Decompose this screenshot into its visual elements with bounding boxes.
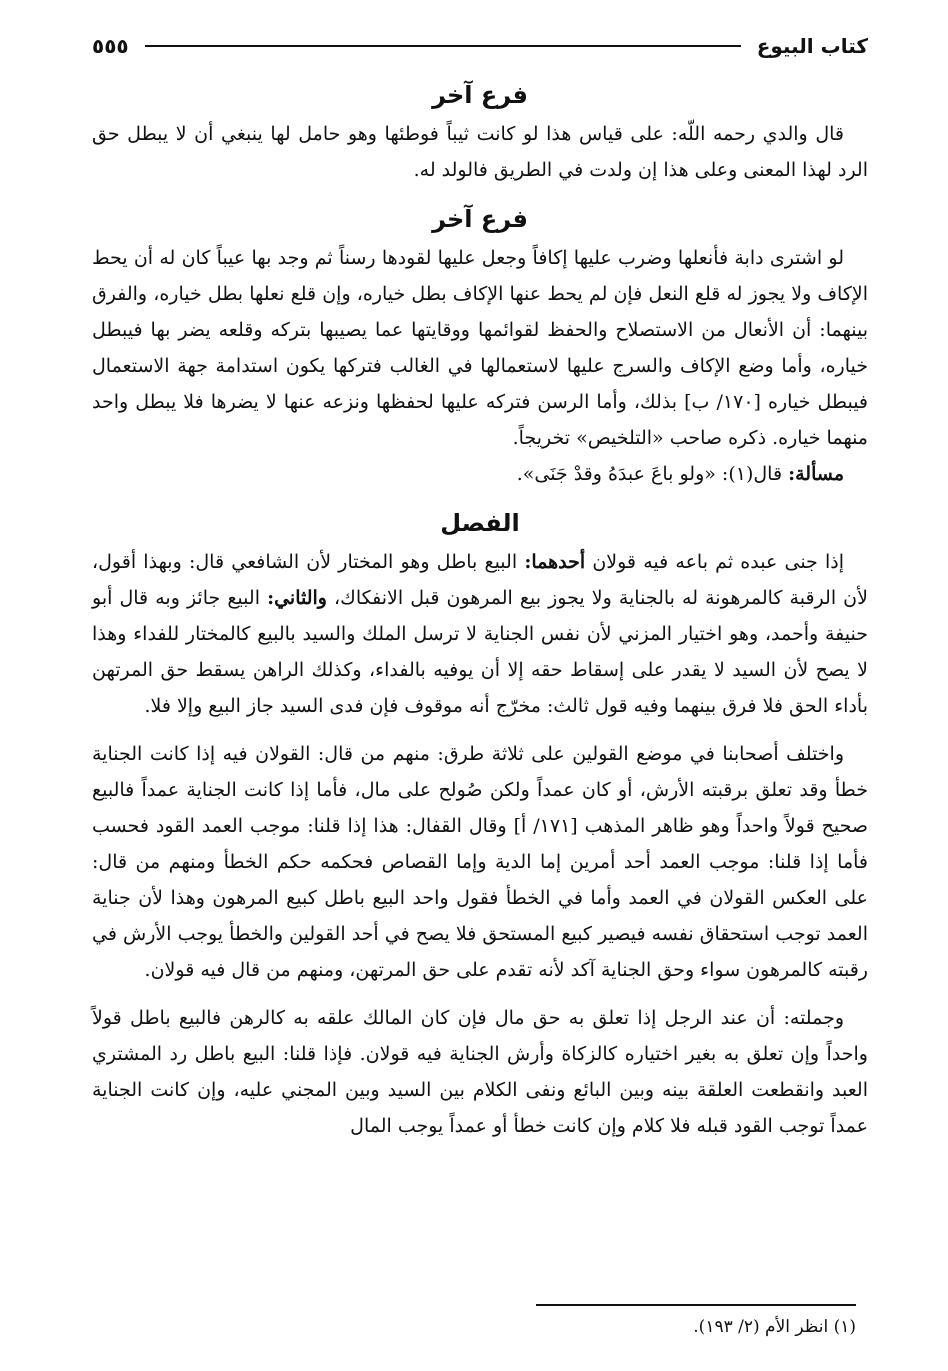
page-number: ٥٥٥ bbox=[92, 34, 129, 58]
footnote: (١) انظر الأم (٢/ ١٩٣). bbox=[693, 1317, 856, 1337]
second-opinion-label: والثاني: bbox=[267, 587, 327, 609]
paragraph-3-part-a: إذا جنى عبده ثم باعه فيه قولان bbox=[592, 551, 845, 573]
masala-text: قال(١): «ولو باعَ عبدَهُ وقدْ جَنَى». bbox=[516, 463, 783, 485]
header-divider bbox=[145, 45, 741, 47]
page-header bbox=[92, 28, 868, 64]
paragraph-3 bbox=[92, 544, 868, 724]
paragraph-1: قال والدي رحمه اللّه: على قياس هذا لو كانت ثيباً فوطئها وهو حامل لها ينبغي أن لا يبطل حق الرد لهذا المعنى وعلى هذا إن ولدت في الطريق فالولد له. bbox=[92, 123, 868, 181]
document-page bbox=[92, 28, 868, 1144]
footnote-divider bbox=[536, 1304, 856, 1306]
paragraph-gap bbox=[92, 988, 868, 1000]
paragraph-4: واختلف أصحابنا في موضع القولين على ثلاثة طرق: منهم من قال: القولان فيه إذا كانت الجناية خطأ وقد تعلق برقبته الأرش، أو كان عمداً ولكن صُولح على مال، فأما إذا كانت الجناية عمداً فالبيع صحيح قولاً واحداً وهو ظاهر المذهب [١٧١/ أ] وقال القفال: هذا إذا قلنا: موجب العمد القود فحسب فأما إذا قلنا: موجب العمد أحد أمرين إما الدية وإما القصاص فحكمه حكم الخطأ ومنهم من قال: على العكس القولان في العمد وأما في الخطأ فقول واحد البيع باطل كبيع المرهون وهذا لأن جناية العمد توجب استحقاق نفسه فيصير كبيع المستحق فلا يصح في أحد القولين والخطأ يوجب الأرش في رقبته كالمرهون سواء وحق الجناية آكد لأنه تقدم على حق المرتهن، ومنهم من قال فيه قولان. bbox=[92, 743, 868, 981]
first-opinion-label: أحدهما: bbox=[524, 551, 586, 573]
book-title: كتاب البيوع bbox=[756, 34, 868, 58]
paragraph-3-part-c: البيع باطل وهو المختار لأن الشافعي قال: وبهذا أقول، لأن الرقبة كالمرهونة له بالجناية ولا يجوز بيع المرهون قبل الانفكاك، bbox=[92, 551, 868, 609]
paragraph-3-part-e: البيع جائز وبه قال أبو حنيفة وأحمد، وهو اختيار المزني لأن نفس الجناية لا ترسل الملك والسيد بالبيع كالمختار للفداء وهذا لا يصح لأن السيد لا يقدر على إسقاط حقه إلا أن يوفيه بالفداء، وكذلك الراهن يسقط حق المرتهن بأداء الحق فلا فرق بينهما وفيه قول ثالث: مخرّج أنه موقوف فإن فدى السيد جاز البيع وإلا فلا. bbox=[92, 587, 868, 717]
paragraph-gap bbox=[92, 724, 868, 736]
section-heading-3: الفصل bbox=[440, 509, 520, 537]
paragraph-5: وجملته: أن عند الرجل إذا تعلق به حق مال فإن كان المالك علقه به كالرهن فالبيع باطل قولاً واحداً وإن تعلق به بغير اختياره كالزكاة وأرش الجناية فيه قولان. فإذا قلنا: البيع باطل رد المشتري العبد وانقطعت العلقة بينه وبين البائع ونفى الكلام بين السيد وبين المجني عليه، وإن كانت الجناية عمداً توجب القود قبله فلا كلام وإن كانت خطأ أو عمداً يوجب المال bbox=[92, 1007, 868, 1137]
masala-line bbox=[92, 456, 868, 492]
masala-label: مسألة: bbox=[788, 463, 844, 485]
section-heading-1: فرع آخر bbox=[432, 81, 528, 109]
paragraph-2: لو اشترى دابة فأنعلها وضرب عليها إكافاً وجعل عليها لقودها رسناً ثم وجد بها عيباً كان له أن يحط الإكاف ولا يجوز له قلع النعل فإن لم يحط عنها الإكاف بطل خياره، وإن قلع نعلها بطل خياره، والفرق بينهما: أن الأنعال من الاستصلاح والحفظ لقوائمها ووقايتها عما يصيبها بتركه وقلعه يضر بها فيبطل خياره، وأما وضع الإكاف والسرج عليها لاستعمالها في الغالب فتركها يكون استدامة جهة الاستعمال فيبطل خياره [١٧٠/ ب] بذلك، وأما الرسن فتركه عليها لحفظها ونزعه عنها لا يضرها فلا يبطل واحد منهما خياره. ذكره صاحب «التلخيص» تخريجاً. bbox=[92, 247, 869, 449]
section-heading-2: فرع آخر bbox=[432, 205, 528, 233]
